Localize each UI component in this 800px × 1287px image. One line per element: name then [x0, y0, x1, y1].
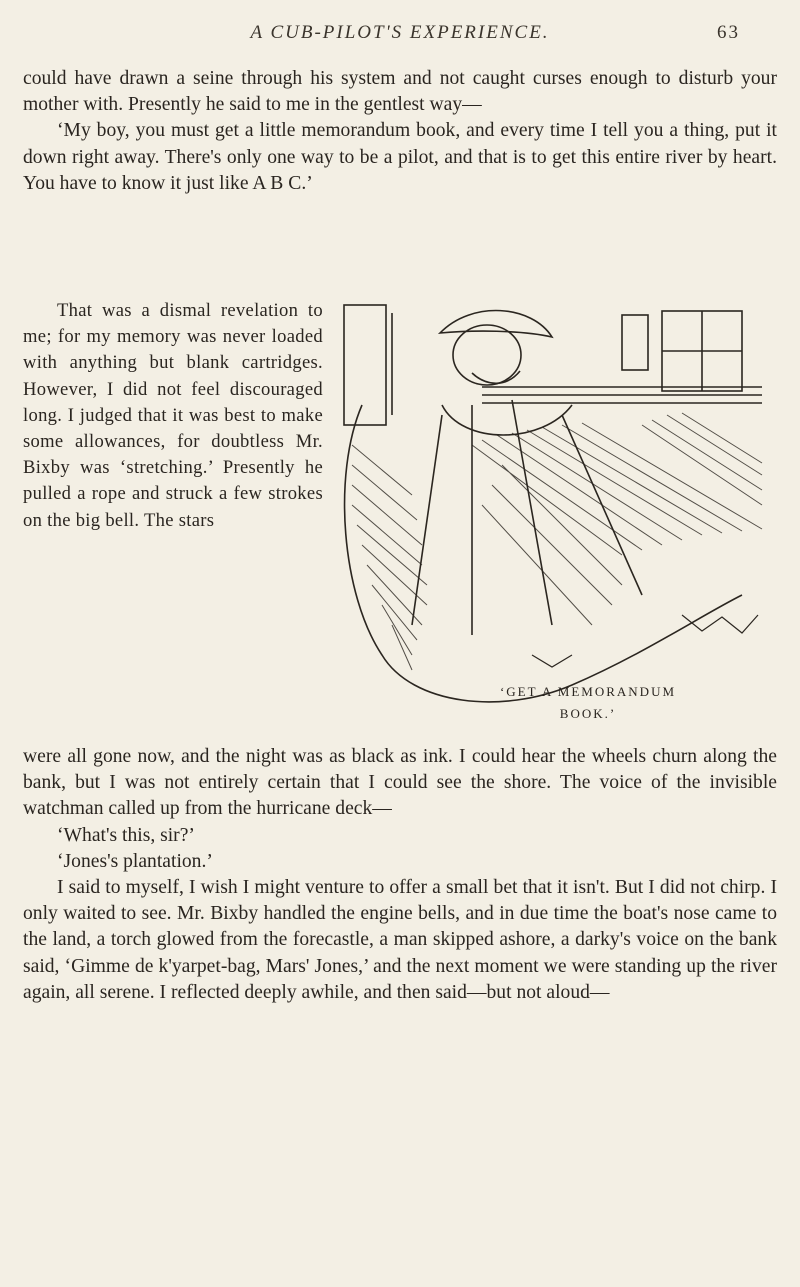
pilot-house-window-right — [622, 315, 648, 370]
text-block-beside-illustration — [23, 298, 323, 534]
illustration-pilot-house — [322, 295, 774, 745]
running-title: A CUB-PILOT'S EXPERIENCE. — [250, 22, 550, 43]
steering-wheel-rim — [345, 405, 742, 702]
text-block-top — [23, 66, 777, 197]
running-header — [60, 22, 740, 48]
hatching-left — [352, 445, 427, 670]
caption-line-1: ‘GET A MEMORANDUM — [499, 684, 677, 699]
pilot-hat — [440, 311, 552, 337]
paragraph-dismal-revelation: That was a dismal revelation to me; for my memory was never loaded with anything but blank cartridges. However, I did not feel discouraged long. I judged that it was best to make some allowances, for doubtless Mr. Bixby was ‘stretching.’ Presently he pulled a rope and struck a few strokes on the big bell. The stars — [23, 300, 323, 531]
text-block-bottom — [23, 744, 777, 1006]
paragraph-continued: could have drawn a seine through his system and not caught curses enough to disturb your mother with. Presently he said to me in the gentlest way— — [23, 68, 777, 116]
paragraph-memorandum-quote: ‘My boy, you must get a little memorandum book, and every time I tell you a thing, put it down right away. There's only one way to be a pilot, and that is to get this entire river by heart. You have to know it just like A B C.’ — [23, 120, 777, 194]
caption-line-2: BOOK.’ — [559, 706, 617, 721]
page-number: 63 — [717, 22, 740, 43]
illustration-caption — [418, 681, 758, 725]
hatching-right — [642, 413, 762, 505]
pilot-head — [453, 325, 521, 385]
paragraph-night-black: were all gone now, and the night was as black as ink. I could hear the wheels churn along the bank, but I was not entirely certain that I could see the shore. The voice of the invisible watchman called up from the hurricane deck— — [23, 746, 777, 820]
shoreline-mark — [682, 615, 758, 633]
dialogue-jones-plantation: ‘Jones's plantation.’ — [57, 850, 213, 872]
pilot-house-window-left — [344, 305, 386, 425]
paragraph-small-bet: I said to myself, I wish I might venture to offer a small bet that it isn't. But I did not chirp. I only waited to see. Mr. Bixby handled the engine bells, and in due time the boat's nose came to the land, a torch glowed from the forecastle, a man skipped ashore, a darky's voice on the bank said, ‘Gimme de k'yarpet-bag, Mars' Jones,’ and the next moment we were standing up the river again, all serene. I reflected deeply awhile, and then said—but not aloud— — [23, 877, 777, 1003]
dialogue-whats-this: ‘What's this, sir?’ — [57, 824, 195, 846]
hatching-center — [472, 423, 762, 625]
